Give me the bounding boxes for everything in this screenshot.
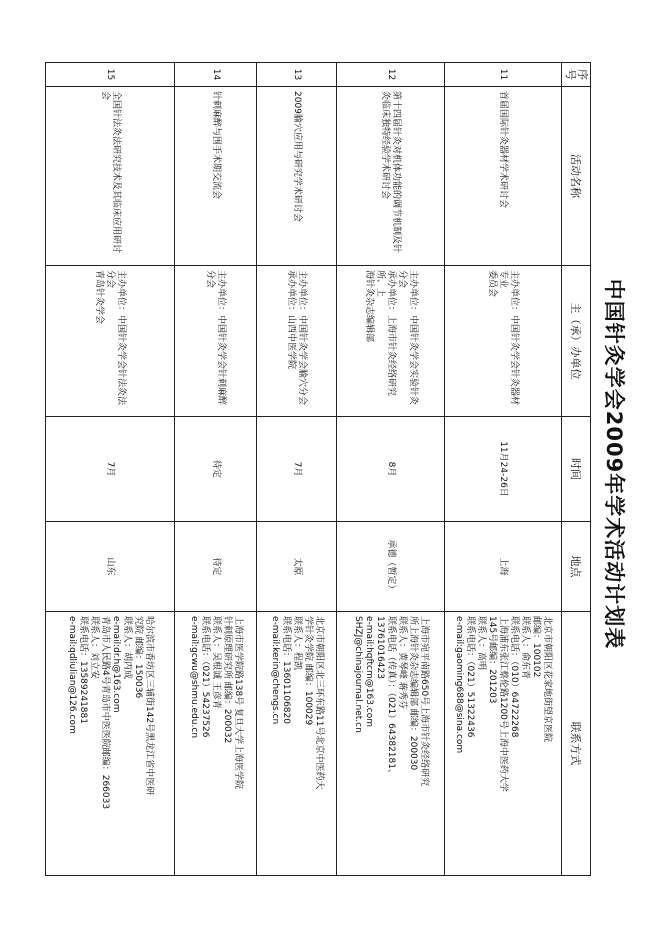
cell-line: 究院 邮编：150036: [133, 616, 143, 699]
row-organizer: [337, 266, 445, 417]
cell-line: 主办单位：中国针灸学会针刺麻醉分会: [205, 270, 227, 406]
cell-line: 联系电话：（010）64722268: [509, 616, 520, 738]
cell-line: 北京市朝阳区花家地街望京医院: [542, 616, 553, 743]
table-row: [46, 63, 175, 876]
cell-line: 上海市宛平南路650号上海市针灸经络研究: [419, 616, 429, 787]
cell-line: 联系人：程凯: [292, 616, 302, 671]
row-place: 承德（暂定）: [337, 522, 445, 612]
row-place: 太原: [257, 522, 337, 612]
row-no: 12: [337, 63, 445, 87]
cell-line: 委员会: [487, 270, 498, 298]
cell-line: 145号邮编：201203: [487, 616, 498, 704]
cell-line: SHZJ@chinajournal.net.cn: [353, 616, 363, 733]
cell-line: 联系电话：（021）54237526: [200, 616, 210, 738]
row-time: 8月: [337, 417, 445, 522]
cell-line: 上海市医学院路138号 复旦大学上海医学院: [233, 616, 243, 790]
cell-line: 针刺原理研究所 邮编：200032: [222, 616, 232, 744]
row-place: 待定: [175, 522, 257, 612]
cell-line: 联系电话（传真）：（021）64382181、: [386, 616, 396, 778]
activity-plan-table: [45, 62, 591, 876]
header-no: 序号: [562, 63, 591, 87]
row-organizer: [175, 266, 257, 417]
cell-line: 上海浦东张江蔡伦路1200号上海中医药大学: [498, 616, 509, 792]
page-title: 中国针灸学会2009年学术活动计划表: [602, 278, 626, 650]
row-place: 上海: [445, 522, 562, 612]
row-organizer: [46, 266, 175, 417]
row-activity: 全国针法灸法研究技术及其临床应用研讨会: [46, 87, 175, 266]
cell-line: 13761016423: [375, 616, 385, 679]
row-organizer: [445, 266, 562, 417]
row-contact: [175, 612, 257, 876]
cell-line: 联系人：胡丙成: [122, 616, 132, 680]
cell-line: 学针灸学院 邮编：100029: [303, 616, 313, 726]
cell-line: e-mail:qdliulian@126.com: [67, 616, 77, 734]
row-time: 11月24-26日: [445, 417, 562, 522]
cell-line: 联系电话：（021）51322436: [465, 616, 476, 738]
cell-line: 联系电话：13601106820: [281, 616, 291, 724]
header-time: 时间: [562, 417, 591, 522]
cell-line: 联系人：俞东青: [520, 616, 531, 680]
header-row: [562, 63, 591, 876]
header-contact: 联系方式: [562, 612, 591, 876]
cell-line: e-mail:gaoming688@sina.com: [454, 616, 465, 754]
cell-line: 承办单位：山西中医学院: [286, 270, 297, 370]
cell-line: 哈尔滨市香坊区三辅街142号黑龙江省中医研: [144, 616, 154, 796]
cell-line: 主办单位：中国针灸学会腧穴分会: [297, 270, 308, 406]
row-organizer: [257, 266, 337, 417]
row-activity: 2009腧穴应用与研究学术研讨会: [257, 87, 337, 266]
cell-line: 海针灸杂志编辑部: [364, 270, 374, 343]
row-contact: [445, 612, 562, 876]
cell-line: 北京市朝阳区北三环东路11号北京中医药大: [314, 616, 324, 790]
row-time: 待定: [175, 417, 257, 522]
row-contact: [257, 612, 337, 876]
cell-line: 主办单位：中国针灸学会针法灸法分会: [105, 270, 127, 406]
cell-line: e-mail:dr.h@163.com: [111, 616, 121, 713]
row-time: 7月: [257, 417, 337, 522]
cell-line: e-mail:kerin@chengs.cn: [270, 616, 280, 725]
header-place: 地点: [562, 522, 591, 612]
cell-line: 青岛针灸学会: [94, 270, 105, 325]
cell-line: 联系人：吴根诚 王彦青: [211, 616, 221, 709]
cell-line: e-mail:gcwu@shmu.edu.cn: [189, 616, 199, 739]
row-no: 13: [257, 63, 337, 87]
row-contact: [46, 612, 175, 876]
cell-line: 联系人：刘立安: [89, 616, 99, 680]
cell-line: 邮编：100102: [531, 616, 542, 678]
row-contact: [337, 612, 445, 876]
cell-line: 联系人：黄琴峰 蒋秀芬: [397, 616, 407, 709]
cell-line: 青岛市人民路4号青岛市中医医院邮编：266033: [100, 616, 110, 810]
row-no: 15: [46, 63, 175, 87]
cell-line: 联系人：高明: [476, 616, 487, 671]
table-row: [445, 63, 562, 876]
cell-line: 联系电话：13589241881: [78, 616, 88, 724]
header-organizer: 主（承）办单位: [562, 266, 591, 417]
cell-line: 主办单位：中国针灸学会实验针灸分会: [397, 270, 418, 406]
row-no: 14: [175, 63, 257, 87]
row-activity: 首届国际针灸器材学术研讨会: [445, 87, 562, 266]
row-activity: 第十四届针灸对机体功能的调节机制及针灸临床独特经验学术研讨会: [337, 87, 445, 266]
cell-line: e-mail:hqftcm@163.com: [364, 616, 374, 728]
table-row: [175, 63, 257, 876]
row-place: 山东: [46, 522, 175, 612]
row-no: 11: [445, 63, 562, 87]
row-activity: 针刺麻醉与围手术期交流会: [175, 87, 257, 266]
row-time: 7月: [46, 417, 175, 522]
cell-line: 主办单位：中国针灸学会针灸器材专业: [498, 270, 520, 406]
cell-line: 所上海针灸杂志编辑部 邮编：200030: [408, 616, 418, 771]
cell-line: 承办单位：上海市针灸经络研究所、上: [375, 270, 396, 397]
header-activity: 活动名称: [562, 87, 591, 266]
table-row: [337, 63, 445, 876]
table-row: [257, 63, 337, 876]
